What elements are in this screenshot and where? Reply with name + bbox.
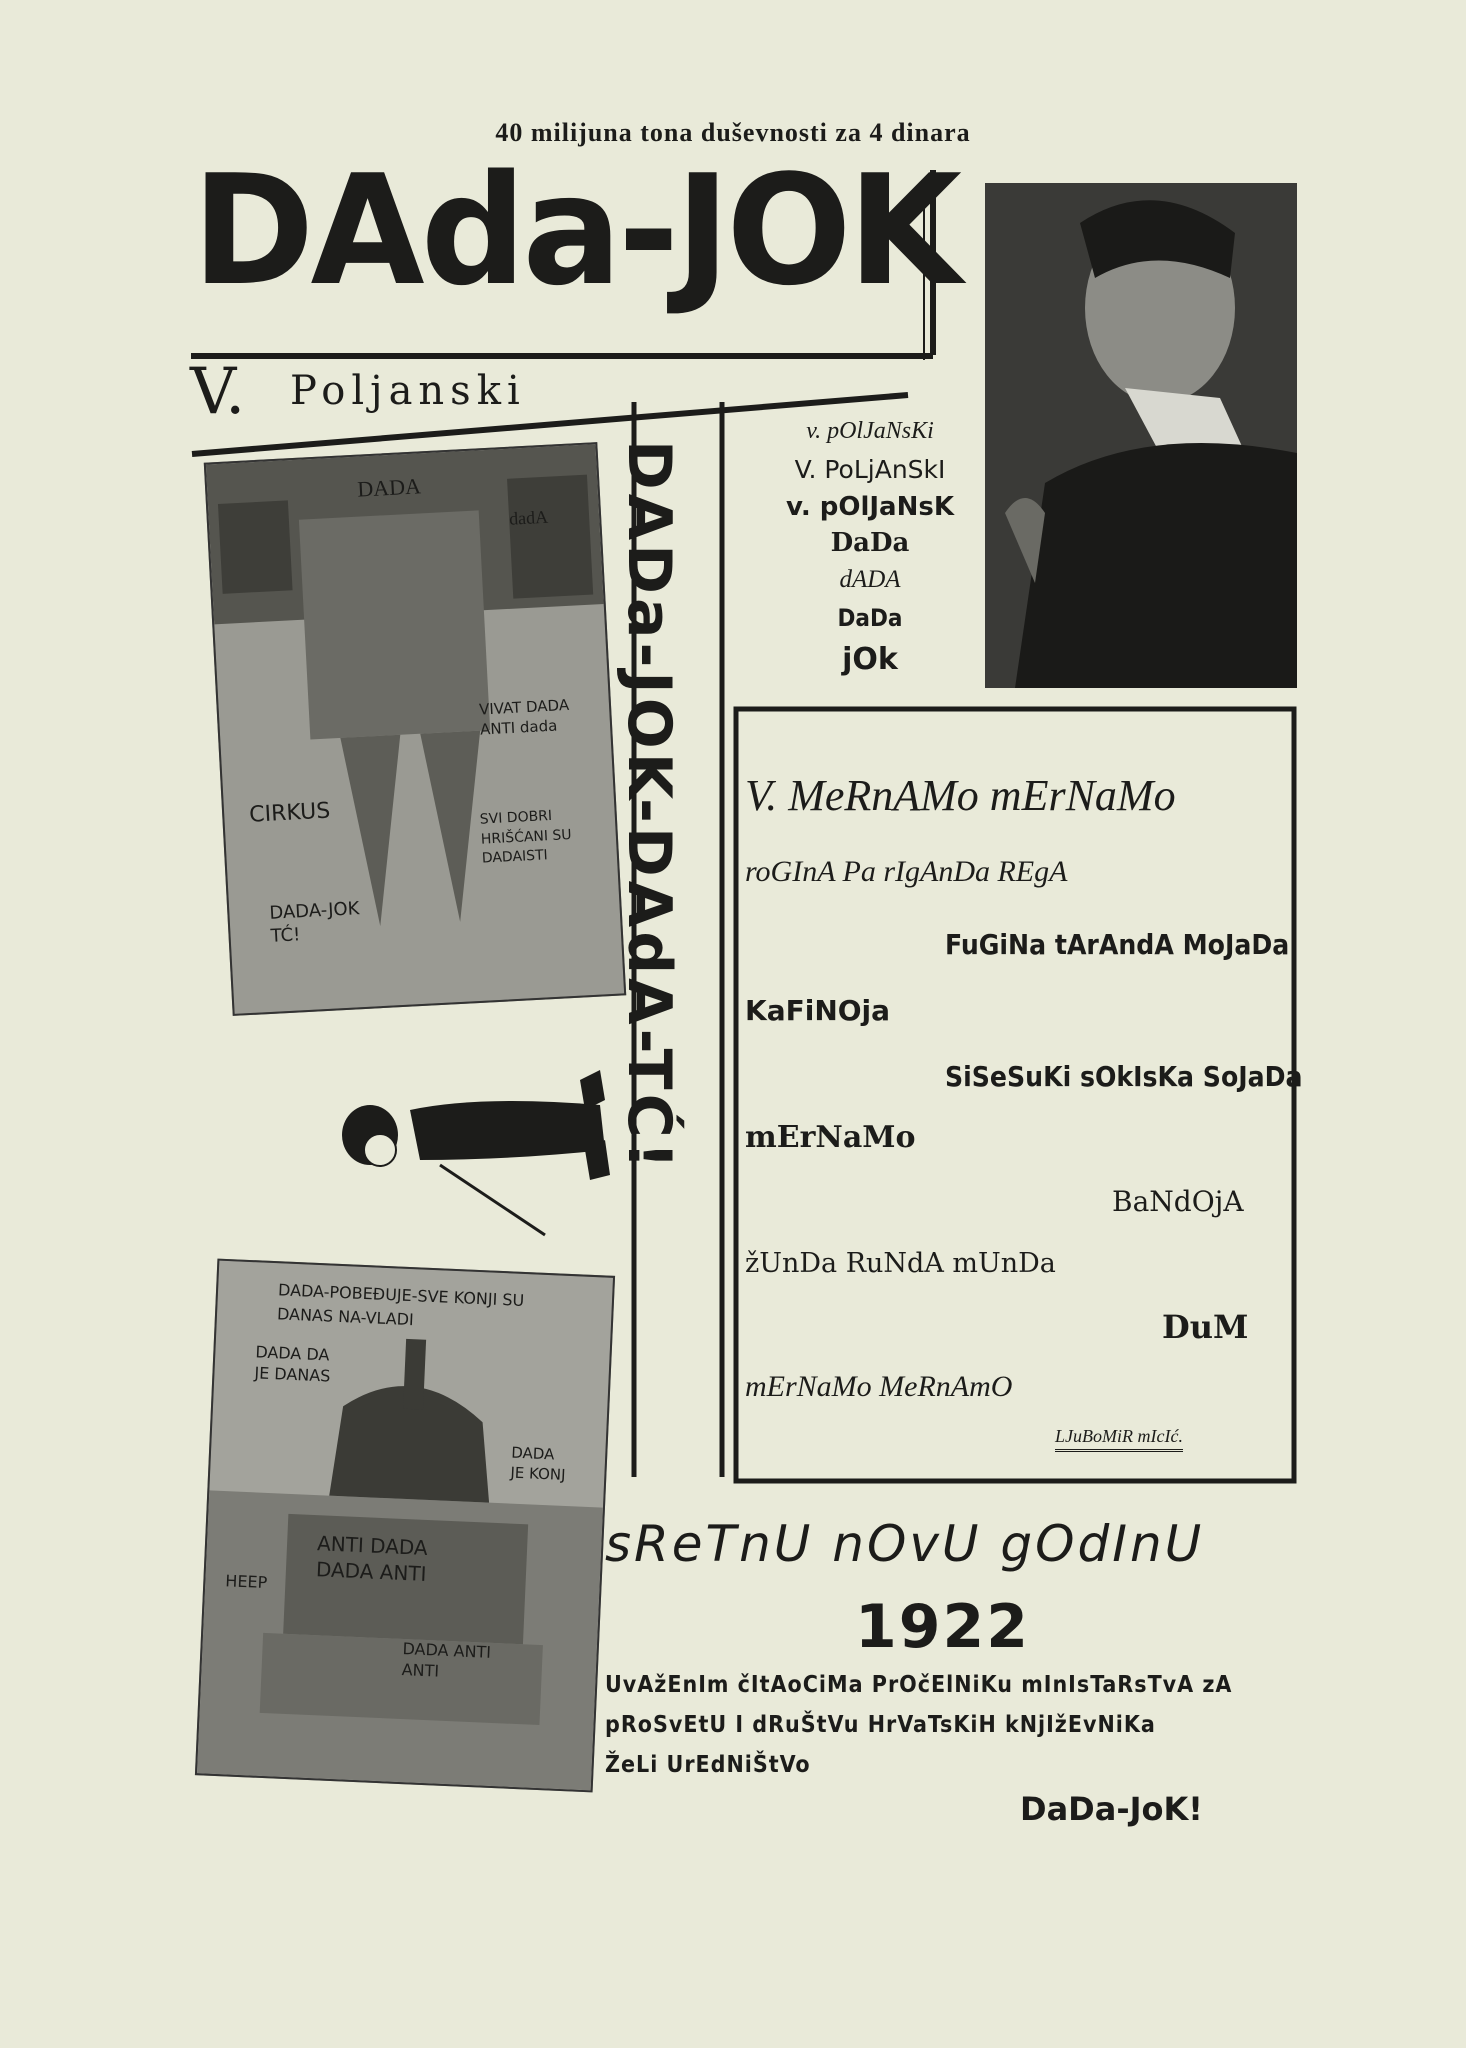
year: 1922 <box>855 1592 1030 1662</box>
name-variant: v. pOlJaNsK <box>786 492 954 522</box>
name-variant: V. PoLjAnSkI <box>794 455 946 484</box>
sign-off: DaDa-JoK! <box>1020 1790 1203 1828</box>
graffiti-text: DADA DA JE DANAS <box>254 1342 331 1386</box>
new-year-greeting: sReTnU nOvU gOdInU <box>605 1515 1205 1573</box>
masthead-title: DAda-JOK <box>192 142 959 319</box>
graffiti-text: DADA-JOK TĆ! <box>268 898 360 948</box>
name-variant: DaDa <box>830 528 910 558</box>
poem-line: BaNdOjA <box>1112 1185 1244 1218</box>
portrait-photo <box>985 183 1297 688</box>
wish-line: ŽeLi UrEdNiŠtVo <box>605 1752 811 1778</box>
poem-line: FuGiNa tArAndA MoJaDa <box>945 928 1290 961</box>
poem-line: roGInA Pa rIgAnDa REgA <box>745 855 1068 888</box>
graffiti-text: ANTI DADA DADA ANTI <box>315 1531 429 1586</box>
poem-line: žUnDa RuNdA mUnDa <box>745 1248 1056 1279</box>
name-variant: jOk <box>842 642 898 677</box>
graffiti-text: DADA ANTI ANTI <box>401 1639 492 1681</box>
graffiti-text: SVI DOBRI HRIŠĆANI SU DADAISTI <box>479 807 572 867</box>
author-initial: V. <box>190 355 246 429</box>
author-name: Poljanski <box>290 368 526 414</box>
poem-line: SiSeSuKi sOkIsKa SoJaDa <box>945 1060 1303 1093</box>
wish-line: pRoSvEtU I dRuŠtVu HrVaTsKiH kNjIžEvNiKa <box>605 1712 1156 1738</box>
vertical-banner-text: DADa-JOK-DAdA-TĆ! <box>614 440 684 1173</box>
poem-line: mErNaMo MeRnAmO <box>745 1370 1013 1403</box>
name-variant: DaDa <box>837 604 903 632</box>
name-variant: dADA <box>839 566 901 593</box>
tagline: 40 milijuna tona duševnosti za 4 dinara <box>495 118 971 147</box>
cathedral-collage-photo <box>204 442 626 1016</box>
graffiti-text: CIRKUS <box>248 798 331 828</box>
graffiti-text: VIVAT DADA ANTI dada <box>478 695 570 739</box>
wish-line: UvAžEnIm čItAoCiMa PrOčElNiKu mInIsTaRsTvA zA <box>605 1672 1233 1698</box>
statue-collage-photo <box>195 1259 615 1793</box>
poem-signature: LJuBoMiR mIcIć. <box>1055 1426 1183 1452</box>
graffiti-text: DADA-POBEĐUJE-SVE KONJI SU DANAS NA-VLADI <box>276 1280 525 1330</box>
vertical-banner <box>614 440 744 1460</box>
graffiti-text: DADA <box>356 473 422 502</box>
poem-line: V. MeRnAMo mErNaMo <box>745 771 1176 820</box>
graffiti-text: dadA <box>508 506 549 529</box>
graffiti-text: HEEP <box>225 1571 268 1593</box>
chaplin-figure-illustration <box>330 1040 630 1240</box>
graffiti-text: DADA JE KONJ <box>510 1443 566 1484</box>
poem-line: DuM <box>1162 1308 1249 1346</box>
poem-line: KaFiNOja <box>745 994 891 1027</box>
name-variant: v. pOlJaNsKi <box>806 418 934 444</box>
poem-line: mErNaMo <box>745 1120 916 1155</box>
